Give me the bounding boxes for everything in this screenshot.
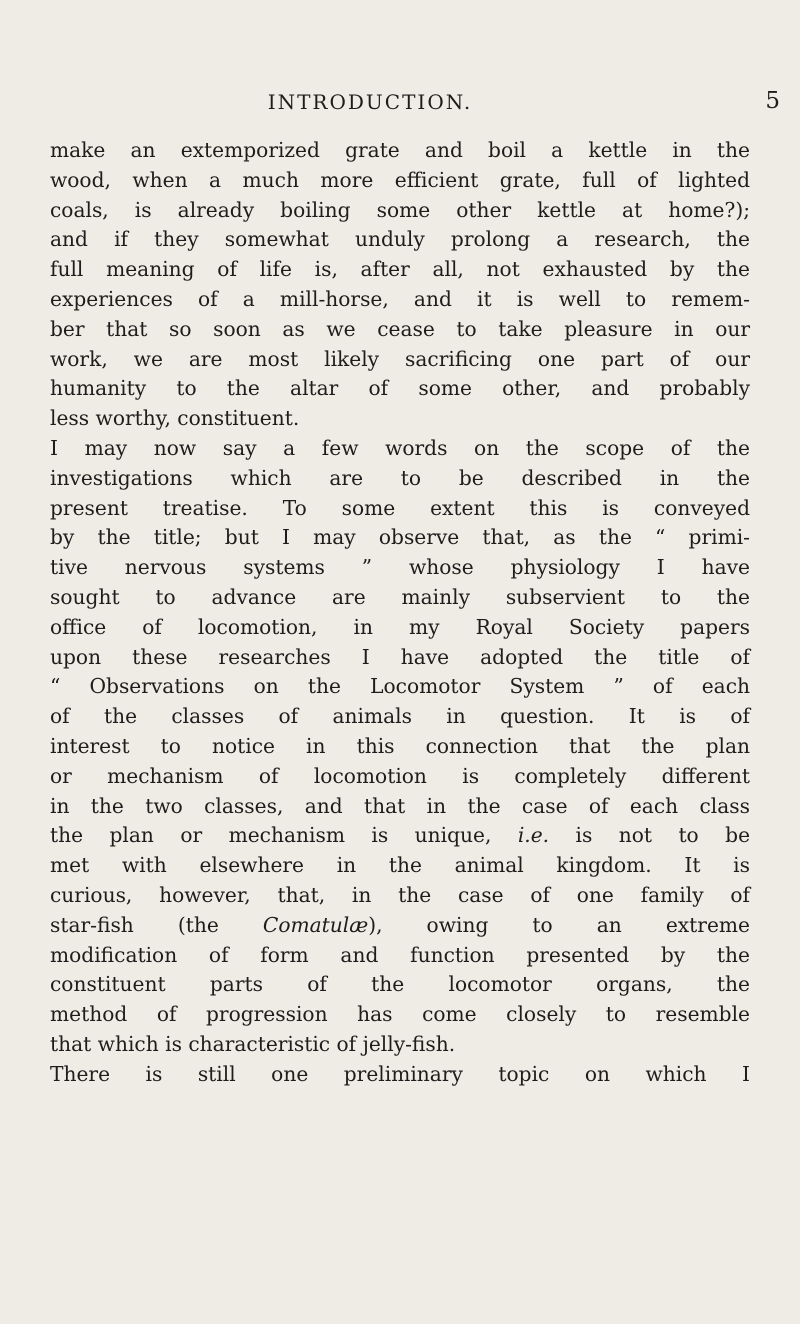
text-line	[50, 821, 750, 851]
text-line: wood, when a much more efficient grate, full of lighted	[50, 167, 750, 192]
text-line: investigations which are to be described in the	[50, 465, 750, 490]
text-line: modification of form and function presented by the	[50, 942, 750, 967]
text-line: There is still one preliminary topic on which I	[50, 1061, 750, 1086]
text-line: work, we are most likely sacrificing one part of our	[50, 346, 750, 371]
text-line	[50, 911, 750, 941]
text-line: coals, is already boiling some other kettle at home?);	[50, 197, 750, 222]
text-line: met with elsewhere in the animal kingdom. It is	[50, 853, 750, 878]
text-line: humanity to the altar of some other, and probably	[50, 376, 750, 401]
text-line: interest to notice in this connection that the plan	[50, 733, 750, 758]
text-line: experiences of a mill-horse, and it is well to remem-	[50, 286, 750, 311]
text-line: I may now say a few words on the scope of the	[50, 435, 750, 460]
text-line: by the title; but I may observe that, as the “ primi-	[50, 525, 750, 550]
text-line: of the classes of animals in question. It is of	[50, 704, 750, 729]
text-line: upon these researches I have adopted the title of	[50, 644, 750, 669]
text-line: or mechanism of locomotion is completely different	[50, 763, 750, 788]
italic-text: i.e.	[517, 823, 550, 848]
text-line: “ Observations on the Locomotor System ” of each	[50, 674, 750, 699]
running-title: INTRODUCTION.	[267, 90, 473, 114]
text-line: office of locomotion, in my Royal Society papers	[50, 614, 750, 639]
text-line: ber that so soon as we cease to take pleasure in our	[50, 316, 750, 341]
text-line: make an extemporized grate and boil a kettle in the	[50, 138, 750, 162]
text-line: constituent parts of the locomotor organs, the	[50, 972, 750, 997]
text-line: method of progression has come closely to resemble	[50, 1002, 750, 1027]
body-text	[50, 136, 750, 1090]
page-number: 5	[765, 88, 780, 114]
text-run: the plan or mechanism is unique,	[50, 823, 492, 848]
text-line: full meaning of life is, after all, not exhausted by the	[50, 257, 750, 282]
text-line: and if they somewhat unduly prolong a research, the	[50, 227, 750, 252]
text-line: curious, however, that, in the case of one family of	[50, 882, 750, 907]
italic-text: Comatulæ	[262, 912, 369, 937]
text-run: is not to be	[549, 823, 751, 848]
text-run: ), owing to an extreme	[368, 912, 750, 937]
text-line: that which is characteristic of jelly-fish.	[50, 1031, 456, 1056]
running-head	[40, 90, 780, 120]
text-line: tive nervous systems ” whose physiology I have	[50, 555, 750, 580]
text-line: present treatise. To some extent this is conveyed	[50, 495, 750, 520]
text-line: sought to advance are mainly subservient to the	[50, 584, 750, 609]
text-run: star-fish (the	[50, 912, 219, 937]
text-line: in the two classes, and that in the case of each class	[50, 793, 750, 818]
text-line: less worthy, constituent.	[50, 406, 300, 431]
